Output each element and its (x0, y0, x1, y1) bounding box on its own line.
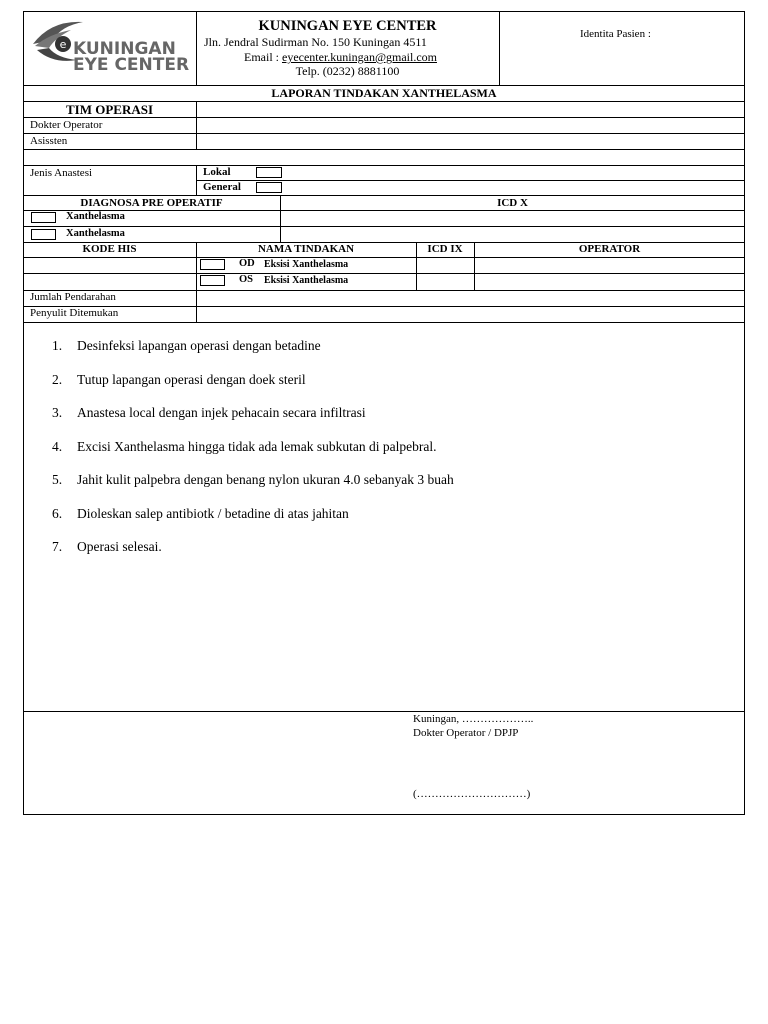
patient-identity-label: Identita Pasien : (580, 28, 651, 40)
row-line (23, 257, 745, 258)
list-item: 5. Jahit kulit palpebra dengan benang nylon ukuran 4.0 sebanyak 3 buah (52, 472, 454, 487)
row-line (23, 711, 745, 712)
col-line (474, 242, 475, 290)
svg-text:EYE CENTER: EYE CENTER (73, 55, 190, 74)
row-line (196, 180, 745, 181)
step-text: Dioleskan salep antibiotk / betadine di atas jahitan (77, 505, 349, 521)
row-line (23, 195, 745, 196)
row-line (23, 117, 745, 118)
list-item: 6. Dioleskan salep antibiotk / betadine di atas jahitan (52, 505, 349, 521)
lokal-checkbox[interactable] (256, 167, 282, 178)
row-line (23, 226, 745, 227)
step-text: Desinfeksi lapangan operasi dengan betadine (77, 338, 321, 353)
procedure-side-od: OD (239, 258, 255, 269)
step-text: Jahit kulit palpebra dengan benang nylon ukuran 4.0 sebanyak 3 buah (77, 472, 454, 487)
col-header-kode-his: KODE HIS (82, 243, 137, 255)
eye-logo-icon (31, 16, 191, 74)
list-item: 2. Tutup lapangan operasi dengan doek steril (52, 371, 306, 387)
svg-text:e: e (59, 38, 67, 51)
step-text: Operasi selesai. (77, 539, 162, 554)
email-label: Email : (244, 50, 282, 64)
procedure-checkbox-od[interactable] (200, 259, 225, 270)
clinic-phone: Telp. (0232) 8881100 (295, 64, 400, 78)
col-line (280, 195, 281, 242)
col-line (196, 242, 197, 290)
row-line (23, 165, 745, 166)
clinic-address: Jln. Jendral Sudirman No. 150 Kuningan 4511 (204, 35, 427, 49)
row-line (23, 322, 745, 323)
row-line (23, 290, 745, 291)
clinic-email-line (244, 51, 437, 63)
procedure-checkbox-os[interactable] (200, 275, 225, 286)
general-checkbox[interactable] (256, 182, 282, 193)
clinic-name: KUNINGAN EYE CENTER (258, 18, 437, 34)
col-line (416, 242, 417, 290)
list-item: 4. Excisi Xanthelasma hingga tidak ada lemak subkutan di palpebral. (52, 438, 437, 454)
step-text: Excisi Xanthelasma hingga tidak ada lemak subkutan di palpebral. (77, 438, 437, 454)
row-line (23, 306, 745, 307)
list-item: 7. Operasi selesai. (52, 539, 162, 554)
col-line (196, 101, 197, 149)
anesthesia-option-lokal: Lokal (203, 166, 231, 178)
diagnosis-item-1: Xanthelasma (66, 211, 125, 222)
diagnosis-item-2: Xanthelasma (66, 228, 125, 239)
anesthesia-label: Jenis Anastesi (30, 167, 93, 179)
team-heading: TIM OPERASI (65, 102, 154, 117)
doctor-label: Dokter Operator (30, 119, 103, 131)
col-header-operator: OPERATOR (578, 243, 641, 255)
procedure-name-od: Eksisi Xanthelasma (264, 259, 349, 270)
clinic-logo (31, 16, 191, 74)
col-header-icd-ix: ICD IX (427, 243, 463, 255)
diagnosis-checkbox-2[interactable] (31, 229, 56, 240)
row-line (23, 149, 745, 150)
header-divider-2 (499, 11, 500, 86)
signature-role: Dokter Operator / DPJP (413, 727, 519, 739)
step-text: Anastesa local dengan injek pehacain secara infiltrasi (77, 405, 366, 420)
step-text: Tutup lapangan operasi dengan doek steril (77, 371, 306, 387)
signature-name-placeholder: (…………………………) (413, 788, 531, 800)
list-item: 3. Anastesa local dengan injek pehacain secara infiltrasi (52, 405, 366, 420)
procedure-steps-list (52, 338, 454, 573)
row-line (23, 133, 745, 134)
icd-x-heading: ICD X (497, 197, 528, 209)
col-header-nama-tindakan: NAMA TINDAKAN (257, 243, 355, 255)
anesthesia-option-general: General (203, 181, 241, 193)
row-line (23, 273, 745, 274)
clinic-email[interactable]: eyecenter.kuningan@gmail.com (282, 50, 437, 64)
report-title: LAPORAN TINDAKAN XANTHELASMA (271, 86, 497, 100)
diagnosis-heading: DIAGNOSA PRE OPERATIF (80, 197, 223, 209)
bleeding-label: Jumlah Pendarahan (30, 291, 116, 303)
signature-place-date: Kuningan, ……………….. (413, 713, 534, 725)
procedure-side-os: OS (239, 274, 254, 285)
list-item: 1. Desinfeksi lapangan operasi dengan betadine (52, 338, 321, 353)
diagnosis-checkbox-1[interactable] (31, 212, 56, 223)
procedure-name-os: Eksisi Xanthelasma (264, 275, 349, 286)
svg-text:KUNINGAN: KUNINGAN (73, 39, 176, 59)
assistant-label: Asissten (30, 135, 68, 147)
complication-label: Penyulit Ditemukan (30, 307, 119, 319)
row-line (23, 210, 745, 211)
